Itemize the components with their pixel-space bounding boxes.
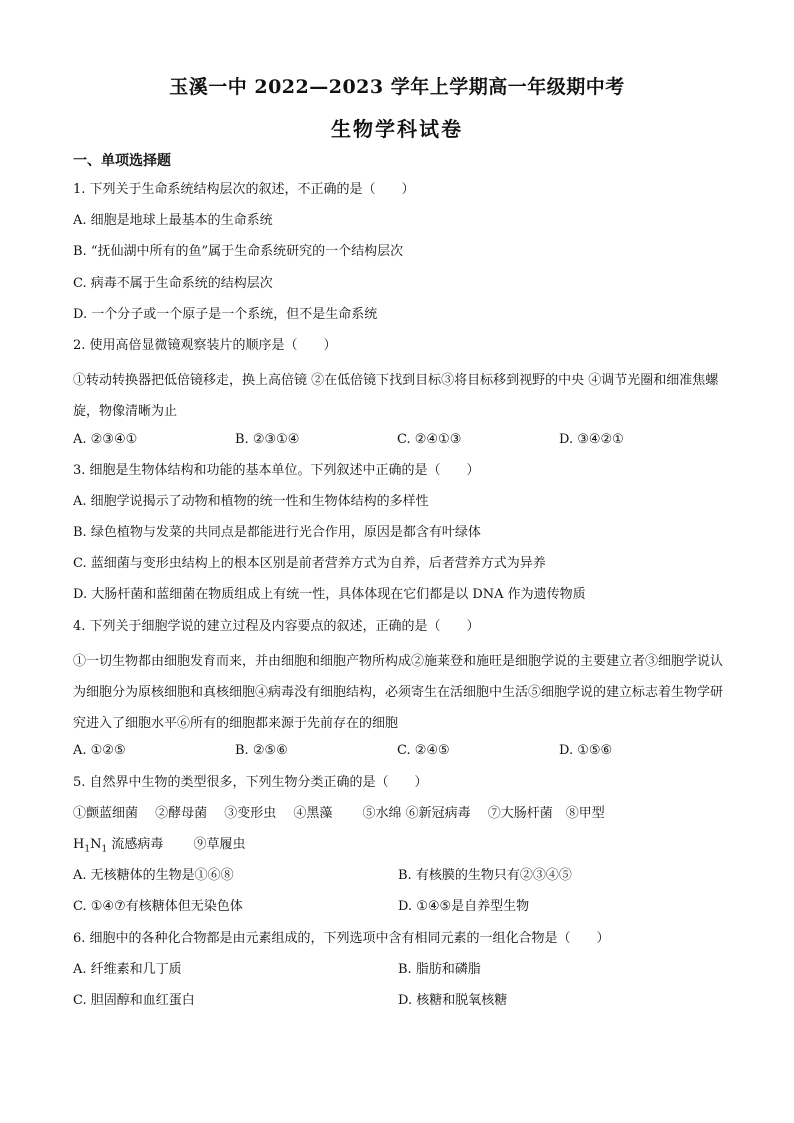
option-b: B. ②③①④ — [235, 431, 300, 447]
option-row — [73, 989, 723, 1020]
option-row — [73, 864, 723, 895]
option-c: C. 病毒不属于生命系统的结构层次 — [73, 275, 273, 291]
option-a: A. 纤维素和几丁质 — [73, 961, 182, 977]
option-row — [73, 895, 723, 926]
section-title: 一、单项选择题 — [73, 153, 171, 169]
option-d: D. 一个分子或一个原子是一个系统，但不是生命系统 — [73, 306, 378, 322]
organism-list-cont: $H_1N_1$ 流感病毒 ⑨草履虫 — [73, 837, 246, 855]
option-b: B. 脂肪和磷脂 — [398, 961, 481, 977]
question-stem: 5. 自然界中生物的类型很多，下列生物分类正确的是（ ） — [73, 774, 428, 790]
option-a: A. ①②⑤ — [73, 743, 126, 759]
question-3 — [73, 459, 723, 615]
option-a: A. 细胞是地球上最基本的生命系统 — [73, 213, 273, 229]
question-stem: 4. 下列关于细胞学说的建立过程及内容要点的叙述，正确的是（ ） — [73, 618, 480, 634]
option-c: C. ②④⑤ — [397, 743, 450, 759]
exam-title: 玉溪一中 2022—2023 学年上学期高一年级期中考 — [169, 76, 625, 98]
option-c: C. 胆固醇和血红蛋白 — [73, 992, 195, 1008]
option-d: D. 大肠杆菌和蓝细菌在物质组成上有统一性，具体体现在它们都是以 DNA 作为遗传物质 — [73, 587, 586, 603]
question-2 — [73, 334, 723, 459]
question-5 — [73, 771, 723, 927]
exam-subtitle: 生物学科试卷 — [331, 117, 463, 141]
question-list — [73, 178, 723, 1020]
question-1 — [73, 178, 723, 334]
option-c: C. ①④⑦有核糖体但无染色体 — [73, 899, 243, 915]
option-b: B. 有核膜的生物只有②③④⑤ — [398, 868, 572, 884]
option-a: A. ②③④① — [73, 431, 138, 447]
option-c: C. ②④①③ — [397, 431, 462, 447]
question-6 — [73, 927, 723, 1021]
option-c: C. 蓝细菌与变形虫结构上的根本区别是前者营养方式为自养，后者营养方式为异养 — [73, 556, 546, 572]
question-stem: 3. 细胞是生物体结构和功能的基本单位。下列叙述中正确的是（ ） — [73, 462, 480, 478]
question-detail: ①转动转换器把低倍镜移走，换上高倍镜 ②在低倍镜下找到目标③将目标移到视野的中央 ④调节光圈和细准焦螺旋，物像清晰为止 — [73, 373, 719, 420]
option-d: D. ①④⑤是自养型生物 — [398, 899, 530, 915]
question-stem: 1. 下列关于生命系统结构层次的叙述，不正确的是（ ） — [73, 182, 415, 197]
question-detail: ①一切生物都由细胞发育而来，并由细胞和细胞产物所构成②施莱登和施旺是细胞学说的主要建立者③细胞学说认为细胞分为原核细胞和真核细胞④病毒没有细胞结构，必须寄生在活细胞中生活⑤细胞学说的建立标志着生物学研究进入了细胞水平⑥所有的细胞都来源于先前存在的细胞 — [73, 653, 723, 732]
option-row — [73, 958, 723, 989]
question-stem: 6. 细胞中的各种化合物都是由元素组成的，下列选项中含有相同元素的一组化合物是（ ） — [73, 930, 610, 946]
option-b: B. ②⑤⑥ — [235, 743, 288, 759]
option-a: A. 无核糖体的生物是①⑥⑧ — [73, 868, 234, 884]
option-a: A. 细胞学说揭示了动物和植物的统一性和生物体结构的多样性 — [73, 493, 429, 509]
option-b: B. 绿色植物与发菜的共同点是都能进行光合作用，原因是都含有叶绿体 — [73, 525, 481, 541]
option-row — [73, 739, 723, 770]
organism-list: ①颤蓝细菌 ②酵母菌 ③变形虫 ④黑藻 ⑤水绵 ⑥新冠病毒 ⑦大肠杆菌 ⑧甲型 — [73, 805, 605, 821]
option-d: D. ①⑤⑥ — [559, 743, 613, 759]
option-d: D. ③④②① — [559, 431, 624, 447]
question-4 — [73, 615, 723, 771]
option-b: B. “抚仙湖中所有的鱼”属于生命系统研究的一个结构层次 — [73, 244, 404, 260]
question-stem: 2. 使用高倍显微镜观察装片的顺序是（ ） — [73, 337, 337, 353]
option-d: D. 核糖和脱氧核糖 — [398, 992, 508, 1008]
option-row — [73, 428, 723, 459]
